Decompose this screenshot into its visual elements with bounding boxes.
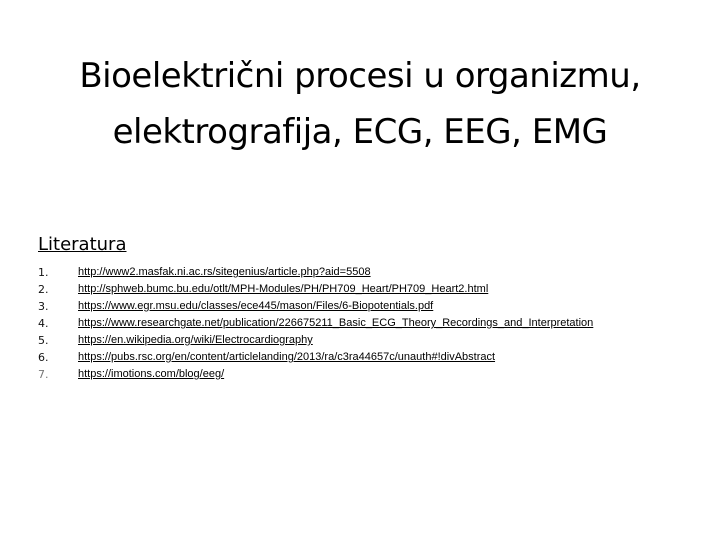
reference-link[interactable]: https://imotions.com/blog/eeg/	[78, 368, 225, 380]
list-item	[38, 281, 678, 298]
reference-number: 6.	[38, 351, 49, 364]
list-item	[38, 298, 678, 315]
list-item	[38, 264, 678, 281]
reference-number: 2.	[38, 283, 49, 296]
reference-link[interactable]: https://www.researchgate.net/publication/226675211_Basic_ECG_Theory_Recordings_and_Interpretation	[78, 317, 594, 329]
reference-number: 1.	[38, 266, 49, 279]
reference-link[interactable]: https://en.wikipedia.org/wiki/Electrocardiography	[78, 334, 313, 346]
reference-number: 7.	[38, 368, 49, 381]
reference-link[interactable]: https://www.egr.msu.edu/classes/ece445/mason/Files/6-Biopotentials.pdf	[78, 300, 434, 312]
reference-number: 4.	[38, 317, 49, 330]
literature-heading: Literatura	[38, 234, 127, 255]
slide-title: Bioelektrični procesi u organizmu, elektrografija, ECG, EEG, EMG	[79, 56, 641, 152]
reference-list	[38, 264, 678, 383]
list-item	[38, 349, 678, 366]
reference-link[interactable]: https://pubs.rsc.org/en/content/articlelanding/2013/ra/c3ra44657c/unauth#!divAbstract	[78, 351, 496, 363]
list-item	[38, 332, 678, 349]
reference-link[interactable]: http://www2.masfak.ni.ac.rs/sitegenius/article.php?aid=5508	[78, 266, 371, 278]
reference-number: 5.	[38, 334, 49, 347]
reference-number: 3.	[38, 300, 49, 313]
reference-link[interactable]: http://sphweb.bumc.bu.edu/otlt/MPH-Modules/PH/PH709_Heart/PH709_Heart2.html	[78, 283, 489, 295]
list-item	[38, 366, 678, 383]
list-item	[38, 315, 678, 332]
